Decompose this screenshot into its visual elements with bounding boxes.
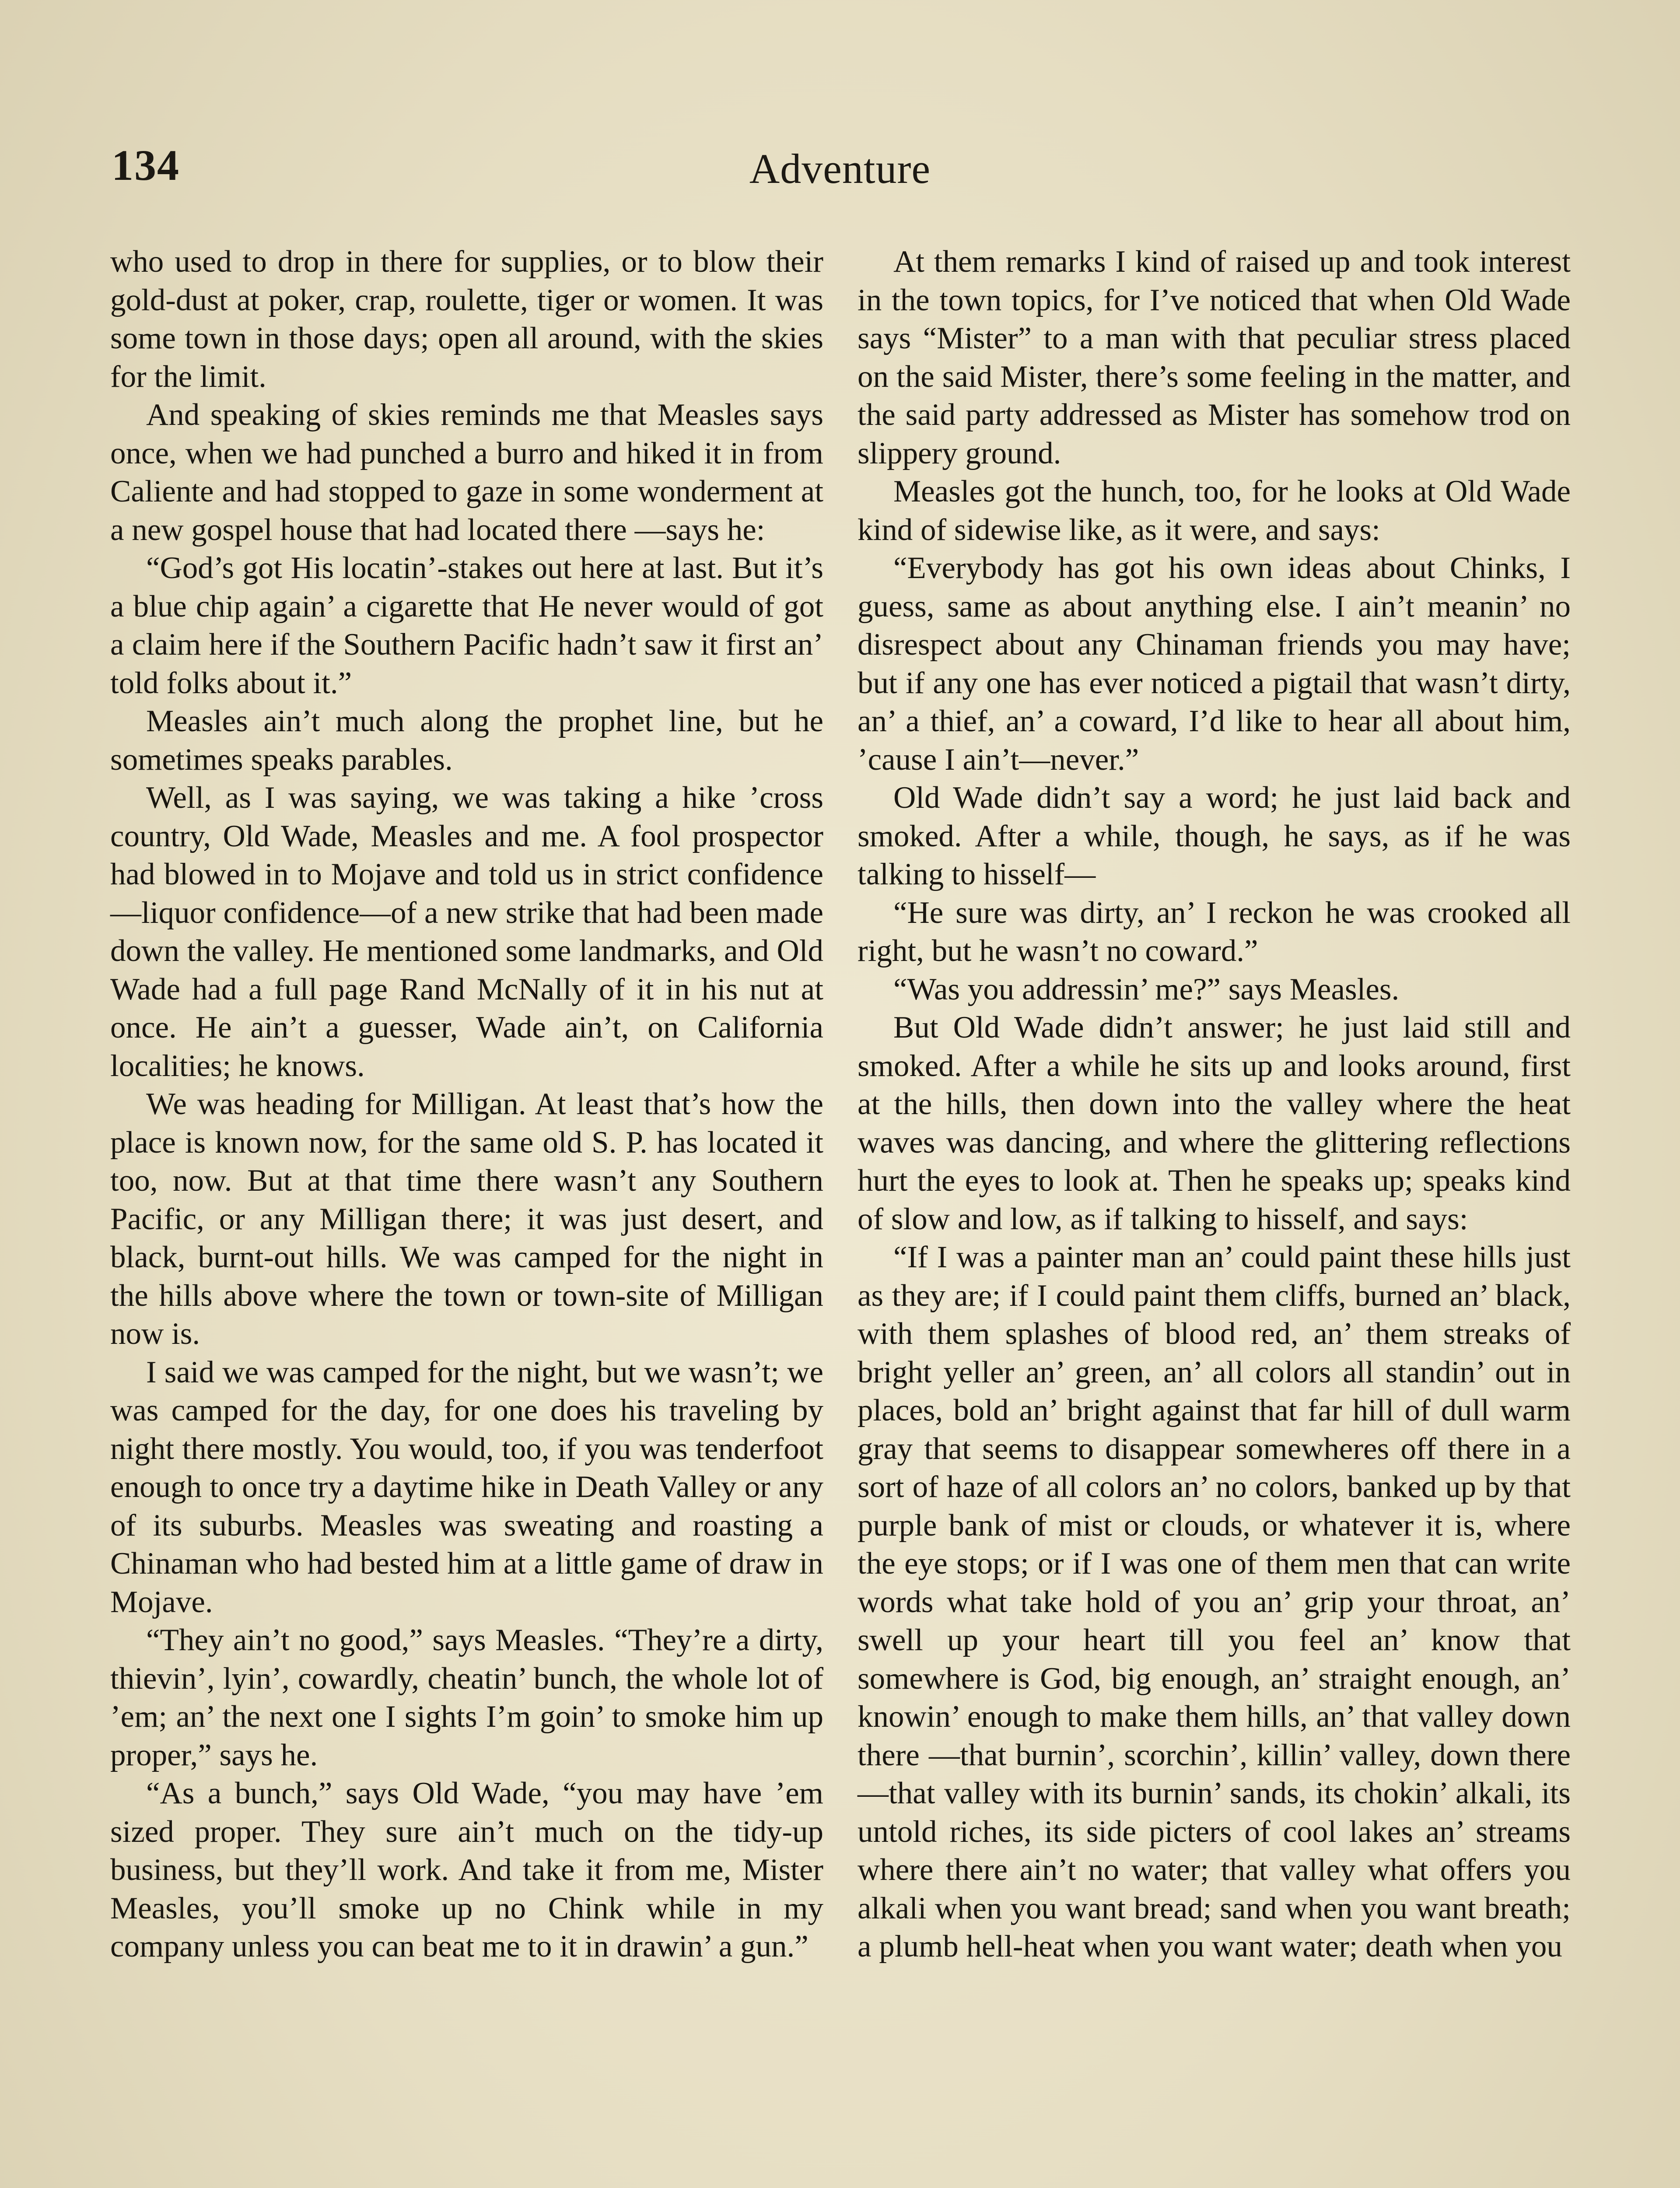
page-header — [112, 131, 1568, 206]
paragraph: “They ain’t no good,” says Measles. “They’re a dirty, thievin’, lyin’, cowardly, cheatin’ bunch, the whole lot of ’em; an’ the next one I sights I’m goin’ to smoke him up proper,” says he. — [110, 1623, 823, 1772]
paragraph: At them remarks I kind of raised up and took interest in the town topics, for I’ve noticed that when Old Wade says “Mister” to a man with that peculiar stress placed on the said Mister, there’s some feeling in the matter, and the said party addressed as Mister has somehow trod on slippery ground. — [858, 245, 1571, 470]
paragraph: Well, as I was saying, we was taking a hike ’cross country, Old Wade, Measles and me. A fool prospector had blowed in to Mojave and told us in strict confidence—liquor confidence—of a new strike that had been made down the valley. He mentioned some landmarks, and Old Wade had a full page Rand McNally of it in his nut at once. He ain’t a guesser, Wade ain’t, on California localities; he knows. — [110, 781, 823, 1083]
paragraph: “Was you addressin’ me?” says Measles. — [893, 972, 1400, 1006]
page-number: 134 — [112, 141, 180, 189]
paragraph: Old Wade didn’t say a word; he just laid back and smoked. After a while, though, he says, as if he was talking to hisself— — [858, 781, 1571, 891]
paragraph: But Old Wade didn’t answer; he just laid still and smoked. After a while he sits up and looks around, first at the hills, then down into the valley where the heat waves was dancing, and where the glittering reflections hurt the eyes to look at. Then he speaks up; speaks kind of slow and low, as if talking to hisself, and says: — [858, 1010, 1571, 1236]
paragraph: Measles ain’t much along the prophet line, but he sometimes speaks parables. — [110, 704, 823, 777]
paragraph: And speaking of skies reminds me that Measles says once, when we had punched a burro and hiked it in from Caliente and had stopped to gaze in some wonderment at a new gospel house that had located there —says he: — [110, 398, 823, 547]
paragraph: “Everybody has got his own ideas about Chinks, I guess, same as about anything else. I ain’t meanin’ no disrespect about any Chinaman friends you may have; but if any one has ever noticed a pigtail that wasn’t dirty, an’ a thief, an’ a coward, I’d like to hear all about him, ’cause I ain’t—never.” — [858, 551, 1571, 777]
paragraph: “If I was a painter man an’ could paint these hills just as they are; if I could paint them cliffs, burned an’ black, with them splashes of blood red, an’ them streaks of bright yeller an’ green, an’ all colors all standin’ out in places, bold an’ bright against that far hill of dull warm gray that seems to disappear somewheres off there in a sort of haze of all colors an’ no colors, banked up by that purple bank of mist or clouds, or whatever it is, where the eye stops; or if I was one of them men that can write words what take hold of you an’ grip your throat, an’ swell up your heart till you feel an’ know that somewhere is God, big enough, an’ straight enough, an’ knowin’ enough to make them hills, an’ that valley down there —that burnin’, scorchin’, killin’ valley, down there—that valley with its burnin’ sands, its chokin’ alkali, its untold riches, its side picters of cool lakes an’ streams where there ain’t no water; that valley what offers you alkali when you want bread; sand when you want breath; a plumb hell-heat when you want water; death when you — [858, 1240, 1571, 1964]
paragraph: “As a bunch,” says Old Wade, “you may have ’em sized proper. They sure ain’t much on the tidy-up business, but they’ll work. And take it from me, Mister Measles, you’ll smoke up no Chink while in my company unless you can beat me to it in drawin’ a gun.” — [110, 1776, 823, 1964]
right-text-column — [858, 243, 1571, 1966]
paragraph: “He sure was dirty, an’ I reckon he was crooked all right, but he wasn’t no coward.” — [858, 895, 1571, 968]
paragraph: “God’s got His locatin’-stakes out here at last. But it’s a blue chip again’ a cigarette that He never would of got a claim here if the Southern Pacific hadn’t saw it first an’ told folks about it.” — [110, 551, 823, 700]
paragraph: I said we was camped for the night, but we wasn’t; we was camped for the day, for one does his traveling by night there mostly. You would, too, if you was tenderfoot enough to once try a daytime hike in Death Valley or any of its suburbs. Measles was sweating and roasting a Chinaman who had bested him at a little game of draw in Mojave. — [110, 1355, 823, 1619]
paragraph: who used to drop in there for supplies, or to blow their gold-dust at poker, crap, roulette, tiger or women. It was some town in those days; open all around, with the skies for the limit. — [110, 245, 823, 394]
paragraph: Measles got the hunch, too, for he looks at Old Wade kind of sidewise like, as it were, and says: — [858, 474, 1571, 547]
magazine-title: Adventure — [749, 145, 931, 192]
paragraph: We was heading for Milligan. At least that’s how the place is known now, for the same old S. P. has located it too, now. But at that time there wasn’t any Southern Pacific, or any Milligan there; it was just desert, and black, burnt-out hills. We was camped for the night in the hills above where the town or town-site of Milligan now is. — [110, 1087, 823, 1351]
left-text-column — [110, 243, 823, 1966]
